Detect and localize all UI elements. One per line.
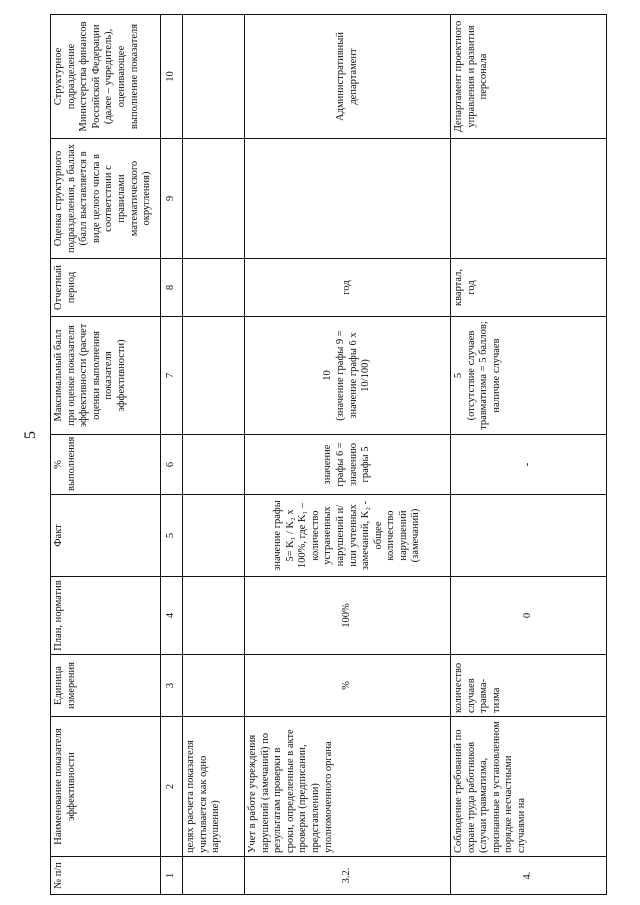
fact-cell xyxy=(183,495,245,577)
row-number-cell: 4. xyxy=(451,857,607,895)
column-number-cell: 3 xyxy=(161,655,183,717)
column-number-cell: 6 xyxy=(161,435,183,495)
column-number-cell: 7 xyxy=(161,317,183,435)
header-cell-plan: План, норматив xyxy=(51,577,161,655)
indicator-name-cell: целях расчета показателя учитывается как одно нарушение) xyxy=(183,717,245,857)
column-number-cell: 1 xyxy=(161,857,183,895)
column-number-row xyxy=(161,15,183,895)
percent-cell: - xyxy=(451,435,607,495)
header-row xyxy=(51,15,161,895)
department-cell: Департамент проектного управления и развития персонала xyxy=(451,15,607,139)
indicator-name-cell: Учет в работе учреждения нарушений (замечаний) по результатам проверки в сроки, определенные в акте проверки (предписании, представлении) уполномоченного органа xyxy=(245,717,451,857)
department-cell: Административный департамент xyxy=(245,15,451,139)
column-number-cell: 8 xyxy=(161,259,183,317)
plan-cell: 0 xyxy=(451,577,607,655)
max-score-cell: 10 (значение графы 9 = значение графы 6 х 10/100) xyxy=(245,317,451,435)
percent-cell xyxy=(183,435,245,495)
header-cell-period: Отчетный период xyxy=(51,259,161,317)
table-row-4 xyxy=(451,15,607,895)
unit-score-cell xyxy=(245,139,451,259)
unit-score-cell xyxy=(183,139,245,259)
max-score-cell xyxy=(183,317,245,435)
row-number-cell xyxy=(183,857,245,895)
unit-cell: количество случаев травма-тизма xyxy=(451,655,607,717)
fact-cell xyxy=(451,495,607,577)
column-number-cell: 2 xyxy=(161,717,183,857)
department-cell xyxy=(183,15,245,139)
period-cell xyxy=(183,259,245,317)
header-cell-max-score: Максимальный балл при оценке показателя эффективности (расчет оценки выполнения показателя эффективности) xyxy=(51,317,161,435)
row-number-cell: 3.2. xyxy=(245,857,451,895)
unit-cell xyxy=(183,655,245,717)
page-number: 5 xyxy=(22,431,39,439)
period-cell: квартал, год xyxy=(451,259,607,317)
table-row-3-2 xyxy=(245,15,451,895)
column-number-cell: 10 xyxy=(161,15,183,139)
fact-cell: значение графы 5= K₁ / K₂ x 100%, где K₁ – количество устраненных нарушений и/или учтенных замечаний, K₂ - общее количество нарушений (замечаний) xyxy=(245,495,451,577)
header-cell-fact: Факт xyxy=(51,495,161,577)
table-row-continuation xyxy=(183,15,245,895)
column-number-cell: 9 xyxy=(161,139,183,259)
header-cell-department: Структурное подразделение Министерства финансов Российской Федерации (далее – учредитель), оценивающее выполнение показателя xyxy=(51,15,161,139)
column-number-cell: 5 xyxy=(161,495,183,577)
plan-cell: 100% xyxy=(245,577,451,655)
unit-score-cell xyxy=(451,139,607,259)
plan-cell xyxy=(183,577,245,655)
performance-indicators-table xyxy=(50,14,607,895)
header-cell-unit: Единица измерения xyxy=(51,655,161,717)
percent-cell: значение графы 6 = значению графы 5 xyxy=(245,435,451,495)
performance-indicators-table-frame xyxy=(50,15,606,895)
indicator-name-cell: Соблюдение требований по охране труда работников (случаи травматизма, признанные в установленном порядке несчастными случаями на xyxy=(451,717,607,857)
column-number-cell: 4 xyxy=(161,577,183,655)
max-score-cell: 5 (отсутствие случаев травматизма = 5 баллов; наличие случаев xyxy=(451,317,607,435)
unit-cell: % xyxy=(245,655,451,717)
header-cell-percent: % выполнения xyxy=(51,435,161,495)
header-cell-number: № п/п xyxy=(51,857,161,895)
header-cell-unit-score: Оценка структурного подразделения, в баллах (балл выставляется в виде целого числа в соответствии с правилами математического округления) xyxy=(51,139,161,259)
header-cell-indicator-name: Наименование показателя эффективности xyxy=(51,717,161,857)
period-cell: год xyxy=(245,259,451,317)
